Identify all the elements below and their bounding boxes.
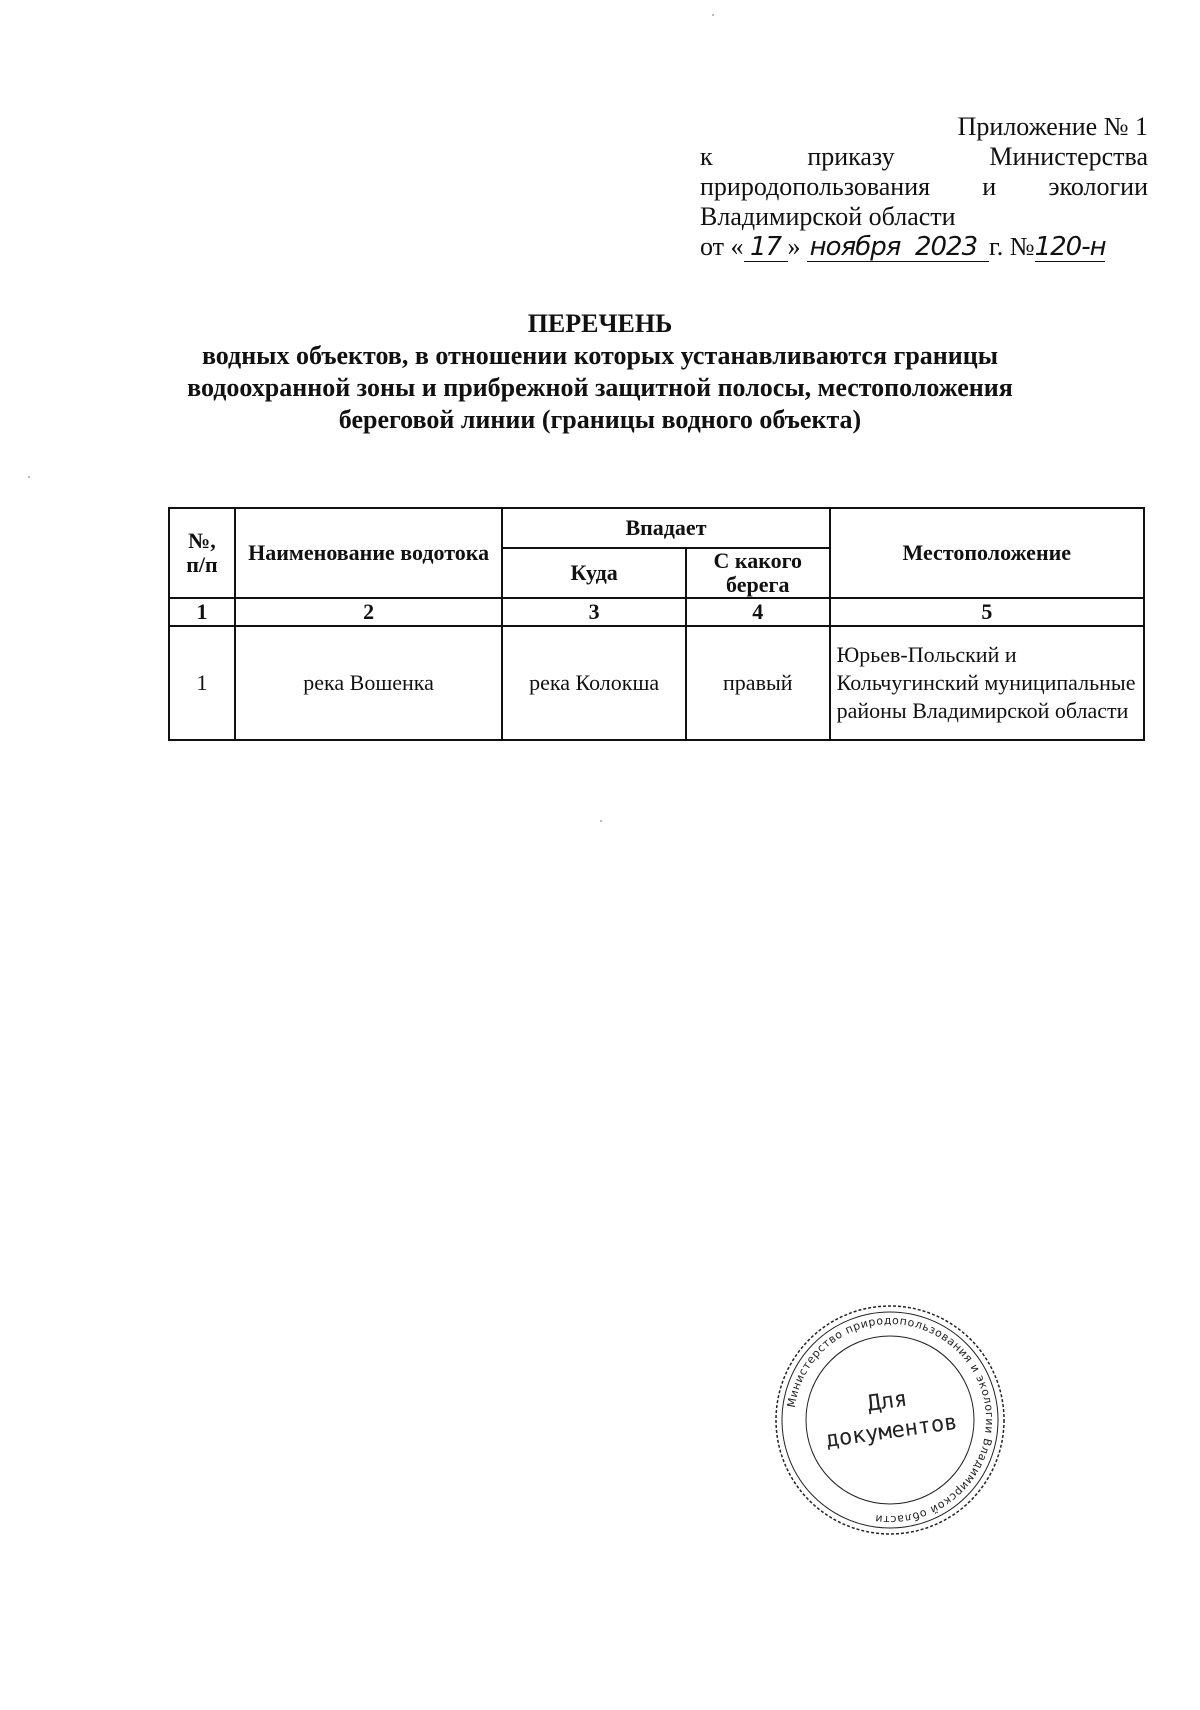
header-location: Местоположение <box>830 508 1144 598</box>
appendix-ministry: Министерства <box>989 142 1149 171</box>
appendix-word-and: и <box>982 172 997 201</box>
date-day-handwritten: 17 <box>744 233 788 262</box>
scan-speck <box>600 820 602 822</box>
date-year-handwritten: 2023 <box>903 233 989 262</box>
title-line-2: водоохранной зоны и прибрежной защитной полосы, местоположения <box>187 373 1013 402</box>
appendix-line-order <box>700 142 1148 172</box>
appendix-region: Владимирской области <box>700 202 956 231</box>
header-bank: С какого берега <box>686 548 830 598</box>
table-row <box>169 626 1144 740</box>
col-number-4: 4 <box>686 598 830 626</box>
order-number-handwritten: 120-н <box>1034 232 1106 262</box>
header-where: Куда <box>502 548 686 598</box>
col-number-1: 1 <box>169 598 235 626</box>
appendix-block <box>700 112 1148 262</box>
cell-location: Юрьев-Польский и Кольчугинский муниципальные районы Владимирской области <box>830 626 1144 740</box>
date-close-quote: » <box>787 232 801 261</box>
date-prefix: от « <box>700 232 744 261</box>
date-number-label: г. № <box>989 232 1035 261</box>
appendix-word-nature: природопользования <box>700 172 931 201</box>
appendix-date-line <box>700 232 1148 262</box>
title-line-1: водных объектов, в отношении которых устанавливаются границы <box>201 341 999 370</box>
appendix-word-ecology: экологии <box>1048 172 1148 201</box>
col-number-2: 2 <box>235 598 502 626</box>
stamp-center-line-1: Для <box>866 1386 909 1417</box>
title-line-3: береговой линии (границы водного объекта) <box>338 405 862 434</box>
official-stamp <box>770 1300 1010 1540</box>
appendix-title: Приложение № 1 <box>957 112 1148 141</box>
cell-num: 1 <box>169 626 235 740</box>
header-name: Наименование водотока <box>235 508 502 598</box>
appendix-line-ministry-name <box>700 172 1148 202</box>
table-header-row-1 <box>169 508 1144 548</box>
cell-where: река Колокша <box>502 626 686 740</box>
title-heading: ПЕРЕЧЕНЬ <box>527 309 673 338</box>
appendix-prikazu: приказу <box>807 142 895 171</box>
cell-name: река Вошенка <box>235 626 502 740</box>
water-objects-table <box>168 507 1145 741</box>
cell-bank: правый <box>686 626 830 740</box>
col-number-3: 3 <box>502 598 686 626</box>
scan-speck <box>712 14 714 16</box>
document-title <box>0 308 1200 436</box>
appendix-k: к <box>700 142 713 171</box>
scan-speck <box>28 476 30 478</box>
header-inflow: Впадает <box>502 508 829 548</box>
stamp-center-line-2: документов <box>824 1409 959 1453</box>
stamp-ring-text: Министерство природопользования и экологии Владимирской области <box>784 1313 997 1527</box>
col-number-5: 5 <box>830 598 1144 626</box>
table-column-numbers-row <box>169 598 1144 626</box>
date-month-handwritten: ноября <box>807 233 903 262</box>
header-num: №, п/п <box>169 508 235 598</box>
